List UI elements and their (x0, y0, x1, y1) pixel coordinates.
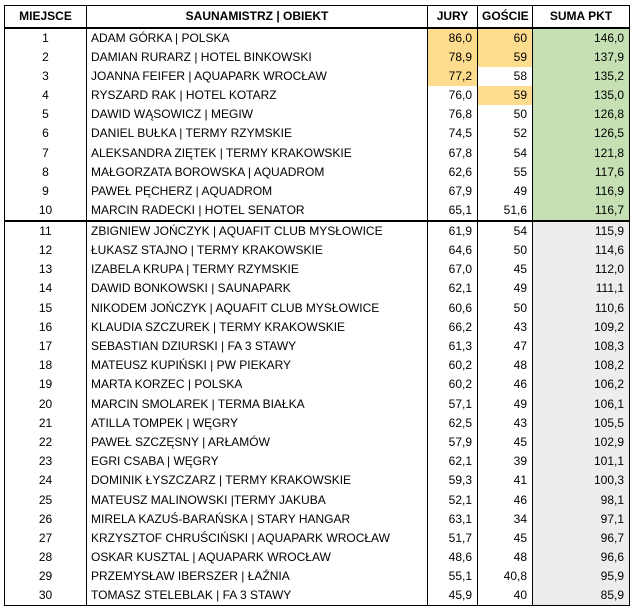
total-score-cell: 96,7 (533, 529, 630, 548)
position-cell: 25 (5, 490, 87, 509)
name-cell: DAWID BONKOWSKI | SAUNAPARK (87, 279, 428, 298)
guests-score-cell: 43 (478, 318, 533, 337)
table-row (5, 28, 630, 48)
position-cell: 3 (5, 67, 87, 86)
total-score-cell: 101,1 (533, 452, 630, 471)
name-cell: MATEUSZ MALINOWSKI |TERMY JAKUBA (87, 490, 428, 509)
name-cell: EGRI CSABA | WĘGRY (87, 452, 428, 471)
jury-score-cell: 62,1 (428, 279, 478, 298)
table-row (5, 490, 630, 509)
name-cell: DAMIAN RURARZ | HOTEL BINKOWSKI (87, 48, 428, 67)
name-cell: MARCIN SMOLAREK | TERMA BIAŁKA (87, 395, 428, 414)
table-row (5, 182, 630, 201)
header-jury: JURY (428, 6, 478, 28)
total-score-cell: 98,1 (533, 490, 630, 509)
total-score-cell: 146,0 (533, 28, 630, 48)
table-row (5, 586, 630, 606)
guests-score-cell: 54 (478, 143, 533, 162)
table-row (5, 318, 630, 337)
jury-score-cell: 67,0 (428, 260, 478, 279)
table-row (5, 395, 630, 414)
guests-score-cell: 50 (478, 105, 533, 124)
name-cell: MAŁGORZATA BOROWSKA | AQUADROM (87, 163, 428, 182)
jury-score-cell: 65,1 (428, 201, 478, 221)
total-score-cell: 117,6 (533, 163, 630, 182)
table-body (5, 28, 630, 606)
total-score-cell: 108,2 (533, 356, 630, 375)
jury-score-cell: 60,2 (428, 356, 478, 375)
guests-score-cell: 40,8 (478, 567, 533, 586)
table-header (5, 6, 630, 28)
position-cell: 19 (5, 375, 87, 394)
jury-score-cell: 67,8 (428, 143, 478, 162)
position-cell: 11 (5, 221, 87, 241)
total-score-cell: 85,9 (533, 586, 630, 606)
header-total: SUMA PKT (533, 6, 630, 28)
table-row (5, 163, 630, 182)
position-cell: 2 (5, 48, 87, 67)
name-cell: TOMASZ STELEBLAK | FA 3 STAWY (87, 586, 428, 606)
table-row (5, 143, 630, 162)
jury-score-cell: 74,5 (428, 124, 478, 143)
table-row (5, 260, 630, 279)
header-position: MIEJSCE (5, 6, 87, 28)
jury-score-cell: 76,0 (428, 86, 478, 105)
guests-score-cell: 55 (478, 163, 533, 182)
jury-score-cell: 76,8 (428, 105, 478, 124)
name-cell: MARCIN RADECKI | HOTEL SENATOR (87, 201, 428, 221)
table-row (5, 105, 630, 124)
name-cell: ATILLA TOMPEK | WĘGRY (87, 414, 428, 433)
name-cell: ZBIGNIEW JOŃCZYK | AQUAFIT CLUB MYSŁOWICE (87, 221, 428, 241)
total-score-cell: 126,8 (533, 105, 630, 124)
position-cell: 24 (5, 471, 87, 490)
name-cell: PAWEŁ PĘCHERZ | AQUADROM (87, 182, 428, 201)
table-row (5, 433, 630, 452)
table-row (5, 375, 630, 394)
jury-score-cell: 77,2 (428, 67, 478, 86)
name-cell: RYSZARD RAK | HOTEL KOTARZ (87, 86, 428, 105)
position-cell: 26 (5, 510, 87, 529)
guests-score-cell: 49 (478, 182, 533, 201)
guests-score-cell: 59 (478, 86, 533, 105)
table-row (5, 201, 630, 221)
name-cell: PAWEŁ SZCZĘSNY | ARŁAMÓW (87, 433, 428, 452)
jury-score-cell: 57,9 (428, 433, 478, 452)
jury-score-cell: 66,2 (428, 318, 478, 337)
table-row (5, 452, 630, 471)
jury-score-cell: 51,7 (428, 529, 478, 548)
position-cell: 28 (5, 548, 87, 567)
jury-score-cell: 55,1 (428, 567, 478, 586)
guests-score-cell: 41 (478, 471, 533, 490)
guests-score-cell: 34 (478, 510, 533, 529)
name-cell: ADAM GÓRKA | POLSKA (87, 28, 428, 48)
guests-score-cell: 45 (478, 433, 533, 452)
name-cell: SEBASTIAN DZIURSKI | FA 3 STAWY (87, 337, 428, 356)
jury-score-cell: 63,1 (428, 510, 478, 529)
position-cell: 7 (5, 143, 87, 162)
position-cell: 13 (5, 260, 87, 279)
total-score-cell: 100,3 (533, 471, 630, 490)
table-row (5, 48, 630, 67)
jury-score-cell: 62,1 (428, 452, 478, 471)
position-cell: 10 (5, 201, 87, 221)
jury-score-cell: 86,0 (428, 28, 478, 48)
total-score-cell: 121,8 (533, 143, 630, 162)
table-row (5, 279, 630, 298)
total-score-cell: 116,9 (533, 182, 630, 201)
table-row (5, 471, 630, 490)
position-cell: 1 (5, 28, 87, 48)
jury-score-cell: 60,2 (428, 375, 478, 394)
total-score-cell: 110,6 (533, 299, 630, 318)
name-cell: KLAUDIA SZCZUREK | TERMY KRAKOWSKIE (87, 318, 428, 337)
guests-score-cell: 39 (478, 452, 533, 471)
jury-score-cell: 67,9 (428, 182, 478, 201)
name-cell: KRZYSZTOF CHRUŚCIŃSKI | AQUAPARK WROCŁAW (87, 529, 428, 548)
guests-score-cell: 51,6 (478, 201, 533, 221)
jury-score-cell: 64,6 (428, 241, 478, 260)
table-row (5, 567, 630, 586)
position-cell: 9 (5, 182, 87, 201)
guests-score-cell: 49 (478, 279, 533, 298)
table-row (5, 124, 630, 143)
guests-score-cell: 49 (478, 395, 533, 414)
jury-score-cell: 61,3 (428, 337, 478, 356)
table-row (5, 529, 630, 548)
guests-score-cell: 46 (478, 375, 533, 394)
guests-score-cell: 59 (478, 48, 533, 67)
table-row (5, 299, 630, 318)
jury-score-cell: 48,6 (428, 548, 478, 567)
position-cell: 29 (5, 567, 87, 586)
name-cell: JOANNA FEIFER | AQUAPARK WROCŁAW (87, 67, 428, 86)
jury-score-cell: 45,9 (428, 586, 478, 606)
guests-score-cell: 54 (478, 221, 533, 241)
total-score-cell: 111,1 (533, 279, 630, 298)
table-row (5, 510, 630, 529)
position-cell: 18 (5, 356, 87, 375)
table-row (5, 241, 630, 260)
total-score-cell: 96,6 (533, 548, 630, 567)
jury-score-cell: 52,1 (428, 490, 478, 509)
total-score-cell: 106,1 (533, 395, 630, 414)
position-cell: 15 (5, 299, 87, 318)
name-cell: NIKODEM JOŃCZYK | AQUAFIT CLUB MYSŁOWICE (87, 299, 428, 318)
position-cell: 8 (5, 163, 87, 182)
total-score-cell: 97,1 (533, 510, 630, 529)
guests-score-cell: 60 (478, 28, 533, 48)
header-guests: GOŚCIE (478, 6, 533, 28)
table-row (5, 356, 630, 375)
guests-score-cell: 48 (478, 356, 533, 375)
total-score-cell: 109,2 (533, 318, 630, 337)
position-cell: 30 (5, 586, 87, 606)
position-cell: 16 (5, 318, 87, 337)
total-score-cell: 106,2 (533, 375, 630, 394)
table-row (5, 221, 630, 241)
position-cell: 17 (5, 337, 87, 356)
jury-score-cell: 60,6 (428, 299, 478, 318)
guests-score-cell: 40 (478, 586, 533, 606)
guests-score-cell: 45 (478, 529, 533, 548)
guests-score-cell: 43 (478, 414, 533, 433)
jury-score-cell: 62,6 (428, 163, 478, 182)
position-cell: 6 (5, 124, 87, 143)
position-cell: 12 (5, 241, 87, 260)
position-cell: 27 (5, 529, 87, 548)
guests-score-cell: 46 (478, 490, 533, 509)
jury-score-cell: 61,9 (428, 221, 478, 241)
name-cell: ALEKSANDRA ZIĘTEK | TERMY KRAKOWSKIE (87, 143, 428, 162)
table-row (5, 548, 630, 567)
name-cell: MATEUSZ KUPIŃSKI | PW PIEKARY (87, 356, 428, 375)
name-cell: ŁUKASZ STAJNO | TERMY KRAKOWSKIE (87, 241, 428, 260)
total-score-cell: 112,0 (533, 260, 630, 279)
guests-score-cell: 48 (478, 548, 533, 567)
jury-score-cell: 78,9 (428, 48, 478, 67)
total-score-cell: 102,9 (533, 433, 630, 452)
total-score-cell: 126,5 (533, 124, 630, 143)
jury-score-cell: 62,5 (428, 414, 478, 433)
name-cell: DAWID WĄSOWICZ | MEGIW (87, 105, 428, 124)
header-name: SAUNAMISTRZ | OBIEKT (87, 6, 428, 28)
table-row (5, 86, 630, 105)
position-cell: 23 (5, 452, 87, 471)
guests-score-cell: 52 (478, 124, 533, 143)
guests-score-cell: 47 (478, 337, 533, 356)
results-sheet (4, 5, 629, 606)
guests-score-cell: 50 (478, 299, 533, 318)
name-cell: OSKAR KUSZTAL | AQUAPARK WROCŁAW (87, 548, 428, 567)
total-score-cell: 108,3 (533, 337, 630, 356)
guests-score-cell: 58 (478, 67, 533, 86)
jury-score-cell: 59,3 (428, 471, 478, 490)
total-score-cell: 95,9 (533, 567, 630, 586)
total-score-cell: 114,6 (533, 241, 630, 260)
jury-score-cell: 57,1 (428, 395, 478, 414)
name-cell: PRZEMYSŁAW IBERSZER | ŁAŹNIA (87, 567, 428, 586)
guests-score-cell: 45 (478, 260, 533, 279)
position-cell: 20 (5, 395, 87, 414)
total-score-cell: 137,9 (533, 48, 630, 67)
total-score-cell: 135,0 (533, 86, 630, 105)
ranking-table (4, 5, 630, 606)
total-score-cell: 116,7 (533, 201, 630, 221)
name-cell: MIRELA KAZUŚ-BARAŃSKA | STARY HANGAR (87, 510, 428, 529)
guests-score-cell: 50 (478, 241, 533, 260)
position-cell: 21 (5, 414, 87, 433)
table-row (5, 414, 630, 433)
position-cell: 4 (5, 86, 87, 105)
name-cell: IZABELA KRUPA | TERMY RZYMSKIE (87, 260, 428, 279)
position-cell: 5 (5, 105, 87, 124)
name-cell: DOMINIK ŁYSZCZARZ | TERMY KRAKOWSKIE (87, 471, 428, 490)
table-row (5, 337, 630, 356)
total-score-cell: 115,9 (533, 221, 630, 241)
name-cell: DANIEL BUŁKA | TERMY RZYMSKIE (87, 124, 428, 143)
table-row (5, 67, 630, 86)
name-cell: MARTA KORZEC | POLSKA (87, 375, 428, 394)
total-score-cell: 135,2 (533, 67, 630, 86)
header-row (5, 6, 630, 28)
position-cell: 22 (5, 433, 87, 452)
position-cell: 14 (5, 279, 87, 298)
total-score-cell: 105,5 (533, 414, 630, 433)
